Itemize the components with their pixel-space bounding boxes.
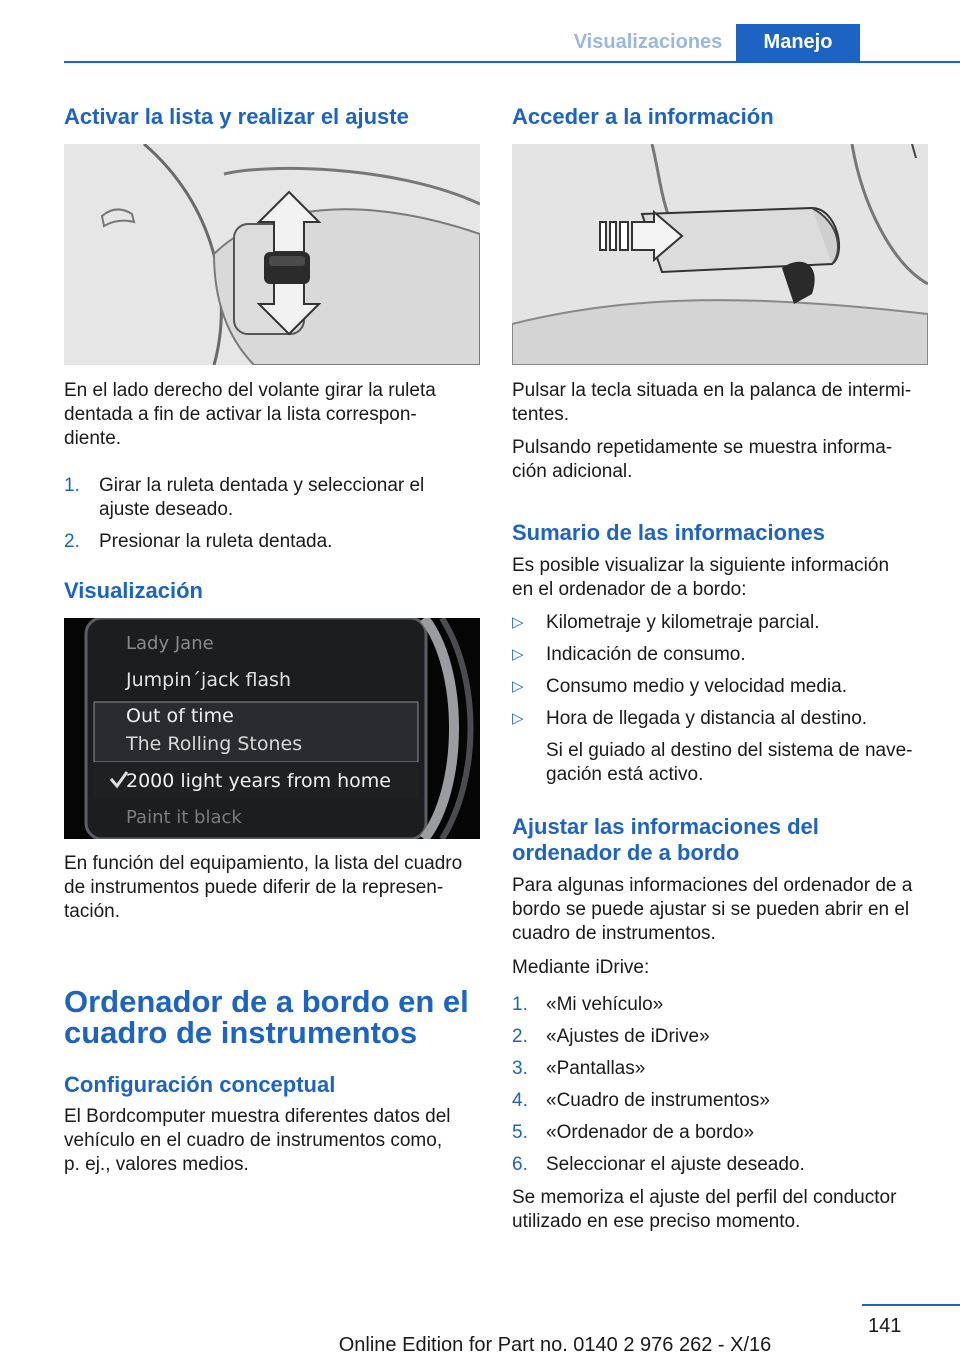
cluster-list-subitem: The Rolling Stones — [126, 733, 303, 755]
text-line: cuadro de instrumentos. — [512, 923, 716, 944]
text-line: bordo se puede ajustar si se pueden abrir en el — [512, 899, 910, 920]
step-number: 4. — [512, 1090, 528, 1111]
bullet-text: Hora de llegada y distancia al destino. — [546, 708, 868, 729]
bullet-text: Consumo medio y velocidad media. — [546, 676, 847, 697]
menu-step: «Ajustes de iDrive» — [546, 1026, 710, 1047]
header-rule — [64, 61, 960, 63]
step-text — [99, 474, 424, 522]
text-line: ajuste deseado. — [99, 499, 234, 520]
paragraph-activate — [64, 379, 484, 451]
cluster-list-item-checked: 2000 light years from home — [126, 770, 391, 792]
text-line: Para algunas informaciones del ordenador de a — [512, 875, 913, 896]
cluster-list-item: Lady Jane — [126, 633, 214, 654]
menu-step: «Pantallas» — [546, 1058, 646, 1079]
menu-step: «Ordenador de a bordo» — [546, 1122, 755, 1143]
instrument-cluster-list-photo — [64, 618, 480, 839]
heading-access-info: Acceder a la información — [512, 104, 774, 129]
paragraph-display — [64, 852, 484, 924]
text-line: Pulsar la tecla situada en la palanca de intermi- — [512, 380, 912, 401]
heading-activate-list: Activar la lista y realizar el ajuste — [64, 104, 409, 129]
step-number: 3. — [512, 1058, 528, 1079]
bullet-triangle-icon: ▷ — [512, 710, 524, 727]
paragraph-access-1 — [512, 379, 942, 427]
active-chapter-tab[interactable]: Manejo — [736, 24, 860, 61]
paragraph-access-2 — [512, 436, 942, 484]
cluster-list-item: Jumpin´jack flash — [126, 669, 291, 691]
text-line: en el ordenador de a bordo: — [512, 579, 747, 600]
step-number: 2. — [512, 1026, 528, 1047]
text-line: de instrumentos puede diferir de la represen- — [64, 877, 444, 898]
cluster-list-item: Paint it black — [126, 807, 242, 828]
menu-step: «Mi vehículo» — [546, 994, 664, 1015]
text-line: utilizado en ese preciso momento. — [512, 1211, 801, 1232]
page-number: 141 — [868, 1315, 902, 1337]
text-line: tentes. — [512, 404, 570, 425]
footer-rule — [862, 1304, 960, 1306]
step-number: 1. — [512, 994, 528, 1015]
paragraph-concept — [64, 1105, 484, 1177]
bullet-text: Kilometraje y kilometraje parcial. — [546, 612, 820, 633]
bullet-triangle-icon: ▷ — [512, 678, 524, 695]
step-number: 6. — [512, 1154, 528, 1175]
title-line: Ordenador de a bordo en el — [64, 984, 469, 1019]
text-line: En función del equipamiento, la lista del cuadro — [64, 853, 463, 874]
menu-step: Seleccionar el ajuste deseado. — [546, 1154, 805, 1175]
cluster-list-item-selected: Out of time — [126, 705, 234, 727]
text-line: p. ej., valores medios. — [64, 1154, 249, 1175]
section-tab[interactable]: Visualizaciones — [573, 31, 723, 53]
text-line: tación. — [64, 901, 120, 922]
heading-display: Visualización — [64, 578, 203, 603]
text-line: gación está activo. — [546, 764, 704, 785]
text-line: Es posible visualizar la siguiente información — [512, 555, 890, 576]
heading-concept: Configuración conceptual — [64, 1072, 336, 1097]
paragraph-idrive: Mediante iDrive: — [512, 957, 650, 978]
text-line: dentada a fin de activar la lista correspon- — [64, 404, 417, 425]
text-line: Pulsando repetidamente se muestra informa- — [512, 437, 893, 458]
text-line: Girar la ruleta dentada y seleccionar el — [99, 475, 425, 496]
edition-footer: Online Edition for Part no. 0140 2 976 262 - X/16 — [338, 1334, 772, 1356]
steering-wheel-thumbwheel-illustration — [64, 144, 480, 365]
paragraph-adjust — [512, 874, 952, 946]
step-number: 1. — [64, 475, 80, 496]
heading-summary: Sumario de las informaciones — [512, 520, 825, 545]
title-line: ordenador de a bordo — [512, 840, 740, 865]
section-title — [64, 986, 484, 1048]
text-line: El Bordcomputer muestra diferentes datos del — [64, 1106, 451, 1127]
title-line: Ajustar las informaciones del — [512, 814, 819, 839]
paragraph-summary — [512, 554, 942, 602]
bullet-text: Indicación de consumo. — [546, 644, 746, 665]
text-line: Se memoriza el ajuste del perfil del conductor — [512, 1187, 897, 1208]
turn-signal-lever-illustration — [512, 144, 928, 365]
bullet-triangle-icon: ▷ — [512, 646, 524, 663]
step-number: 5. — [512, 1122, 528, 1143]
heading-adjust — [512, 814, 942, 866]
title-line: cuadro de instrumentos — [64, 1015, 418, 1050]
step-number: 2. — [64, 531, 80, 552]
text-line: vehículo en el cuadro de instrumentos como, — [64, 1130, 443, 1151]
text-line: diente. — [64, 428, 122, 449]
menu-step: «Cuadro de instrumentos» — [546, 1090, 770, 1111]
step-text: Presionar la ruleta dentada. — [99, 531, 333, 552]
text-line: Si el guiado al destino del sistema de nave- — [546, 740, 913, 761]
text-line: ción adicional. — [512, 461, 633, 482]
paragraph-memo — [512, 1186, 952, 1234]
text-line: En el lado derecho del volante girar la ruleta — [64, 380, 436, 401]
bullet-note — [546, 739, 913, 787]
bullet-triangle-icon: ▷ — [512, 614, 524, 631]
